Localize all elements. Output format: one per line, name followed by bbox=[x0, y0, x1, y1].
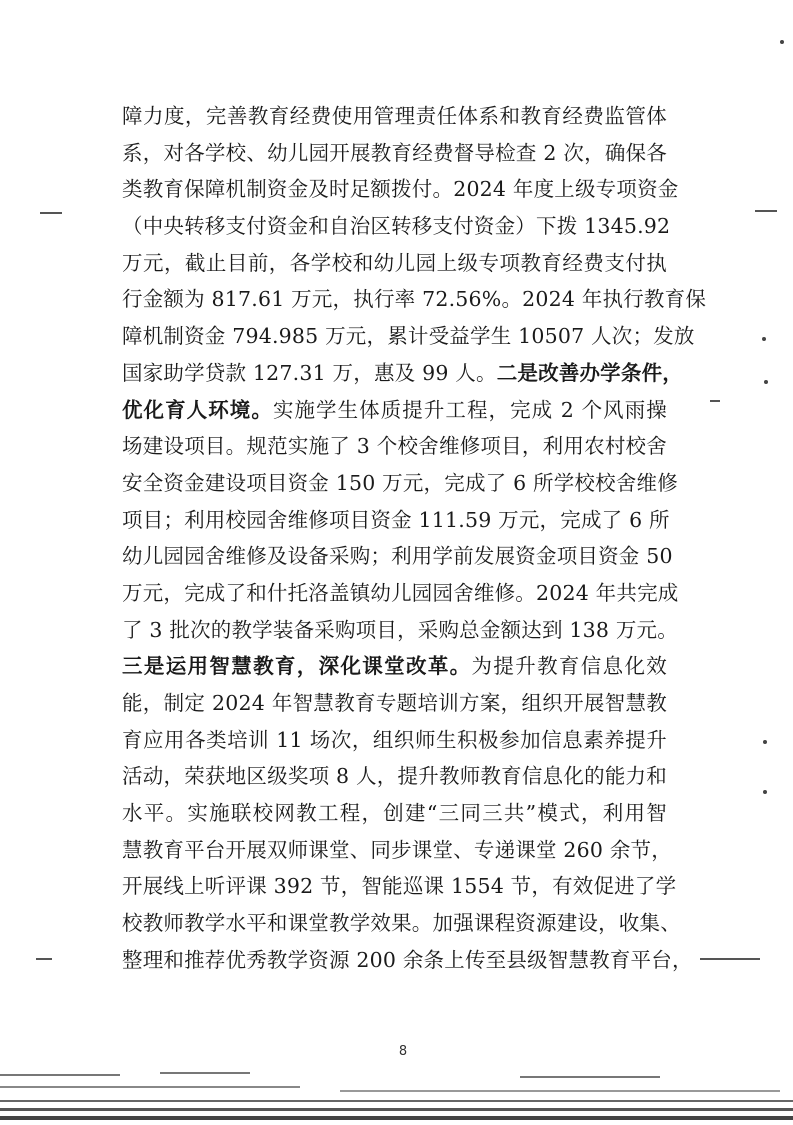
page-number: 8 bbox=[398, 1044, 408, 1059]
text-line bbox=[122, 832, 672, 869]
text-segment: 幼儿园园舍维修及设备采购；利用学前发展资金项目资金 50 bbox=[122, 544, 673, 569]
text-line bbox=[122, 208, 671, 245]
text-line bbox=[122, 575, 679, 612]
text-segment: 整理和推荐优秀教学资源 200 余条上传至县级智慧教育平台， bbox=[122, 947, 693, 972]
text-line bbox=[122, 795, 667, 832]
text-segment: 活动，荣获地区级奖项 8 人，提升教师教育信息化的能力和 bbox=[122, 764, 667, 789]
scan-artifact bbox=[780, 40, 784, 44]
text-line bbox=[122, 722, 667, 759]
text-segment: 能，制定 2024 年智慧教育专题培训方案，组织开展智慧教 bbox=[122, 691, 667, 715]
text-segment: （中央转移支付资金和自治区转移支付资金）下拨 1345.92 bbox=[122, 214, 671, 239]
text-segment: 开展线上听评课 392 节，智能巡课 1554 节，有效促进了学 bbox=[122, 874, 677, 899]
text-line bbox=[122, 612, 678, 649]
text-segment: 国家助学贷款 127.31 万，惠及 99 人。 bbox=[122, 360, 497, 385]
text-line bbox=[122, 942, 693, 979]
scan-artifact bbox=[762, 337, 766, 341]
text-segment: 项目；利用校园舍维修项目资金 111.59 万元，完成了 6 所 bbox=[122, 507, 670, 532]
text-segment: 万元，截止目前，各学校和幼儿园上级专项教育经费支付执 bbox=[122, 250, 667, 275]
bold-heading-text: 二是改善办学条件， bbox=[496, 360, 683, 385]
text-line bbox=[122, 905, 681, 942]
text-segment: 障力度，完善教育经费使用管理责任体系和教育经费监管体 bbox=[122, 104, 667, 128]
body-text bbox=[122, 98, 707, 979]
text-line bbox=[122, 465, 678, 502]
text-segment: 系，对各学校、幼儿园开展教育经费督导检查 2 次，确保各 bbox=[122, 140, 667, 165]
text-segment: 为提升教育信息化效 bbox=[471, 654, 667, 679]
text-segment: 慧教育平台开展双师课堂、同步课堂、专递课堂 260 余节， bbox=[122, 837, 672, 862]
text-line bbox=[122, 318, 695, 355]
text-line bbox=[122, 428, 667, 465]
scan-bottom-noise bbox=[0, 1070, 793, 1125]
text-segment: 场建设项目。规范实施了 3 个校舍维修项目，利用农村校舍 bbox=[122, 434, 667, 459]
text-line bbox=[122, 392, 667, 429]
text-line bbox=[122, 171, 679, 208]
scan-artifact bbox=[36, 958, 52, 960]
scan-artifact bbox=[40, 212, 62, 214]
text-segment: 障机制资金 794.985 万元，累计受益学生 10507 人次；发放 bbox=[122, 324, 695, 349]
text-segment: 行金额为 817.61 万元，执行率 72.56%。2024 年执行教育保 bbox=[122, 287, 707, 312]
text-line bbox=[122, 135, 667, 172]
text-segment: 类教育保障机制资金及时足额拨付。2024 年度上级专项资金 bbox=[122, 177, 679, 202]
scan-artifact bbox=[764, 380, 768, 384]
text-line bbox=[122, 868, 677, 905]
text-segment: 安全资金建设项目资金 150 万元，完成了 6 所学校校舍维修 bbox=[122, 470, 678, 495]
text-segment: 校教师教学水平和课堂教学效果。加强课程资源建设，收集、 bbox=[122, 911, 681, 936]
text-line bbox=[122, 648, 667, 685]
text-line bbox=[122, 355, 683, 392]
text-segment: 实施学生体质提升工程，完成 2 个风雨操 bbox=[272, 397, 668, 422]
text-line bbox=[122, 758, 667, 795]
text-segment: 了 3 批次的教学装备采购项目，采购总金额达到 138 万元。 bbox=[122, 617, 678, 642]
scan-artifact bbox=[763, 790, 767, 794]
bold-heading-text: 优化育人环境。 bbox=[122, 397, 273, 422]
scan-artifact bbox=[700, 958, 760, 960]
scan-artifact bbox=[755, 210, 777, 212]
text-line bbox=[122, 98, 667, 135]
text-segment: 水平。实施联校网教工程，创建“三同三共”模式，利用智 bbox=[122, 801, 667, 826]
bold-heading-text: 三是运用智慧教育，深化课堂改革。 bbox=[122, 654, 472, 679]
scan-artifact bbox=[763, 740, 767, 744]
text-segment: 育应用各类培训 11 场次，组织师生积极参加信息素养提升 bbox=[122, 727, 667, 752]
text-line bbox=[122, 685, 667, 722]
text-segment: 万元，完成了和什托洛盖镇幼儿园园舍维修。2024 年共完成 bbox=[122, 580, 679, 605]
text-line bbox=[122, 245, 667, 282]
text-line bbox=[122, 502, 670, 539]
text-line bbox=[122, 538, 673, 575]
text-line bbox=[122, 281, 707, 318]
scan-artifact bbox=[710, 400, 720, 402]
